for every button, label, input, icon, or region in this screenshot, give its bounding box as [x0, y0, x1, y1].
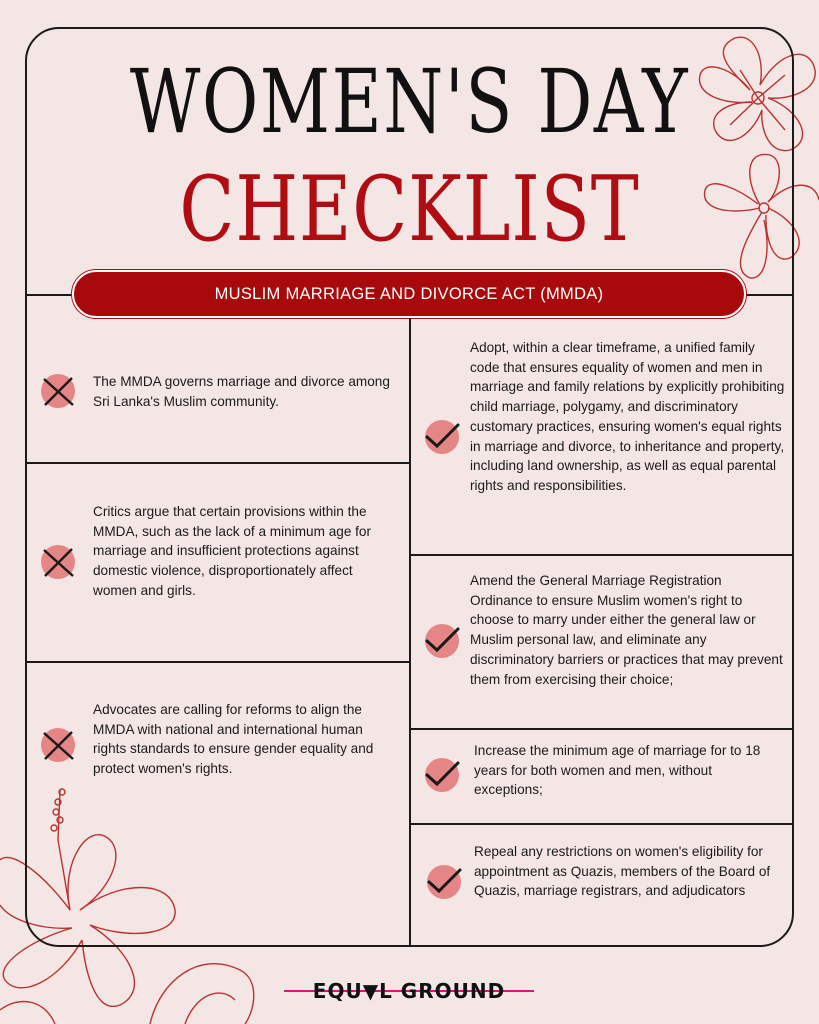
title-line-2: CHECKLIST [179, 157, 640, 262]
check-mark-icon [424, 623, 460, 659]
list-item-text: Advocates are calling for reforms to align the MMDA with national and international human rights standards to ensure gender equality and protect women's rights. [93, 702, 374, 777]
list-item-text: Repeal any restrictions on women's eligibility for appointment as Quazis, members of the Board of Quazis, marriage registrars, and adjudicators [474, 844, 771, 899]
left-row-divider [25, 661, 410, 663]
list-item-text: Amend the General Marriage Registration Ordinance to ensure Muslim women's right to choose to marry under either the general law or Muslim personal law, and eliminate any discriminatory barriers or practices that may prevent them from exercising their choice; [470, 573, 783, 687]
right-row-divider [410, 728, 794, 730]
right-row-divider [410, 554, 794, 556]
list-item-text: Increase the minimum age of marriage for to 18 years for both women and men, without exceptions; [474, 743, 761, 798]
section-banner: MUSLIM MARRIAGE AND DIVORCE ACT (MMDA) [72, 270, 746, 318]
x-mark-icon [40, 373, 76, 409]
logo-text: EQU▼L GROUND [312, 979, 506, 1003]
list-item-text: Critics argue that certain provisions within the MMDA, such as the lack of a minimum age for marriage and insufficient protections against domestic violence, disproportionately affect women and girls. [93, 504, 372, 598]
equal-ground-logo [284, 976, 534, 1006]
right-row-divider [410, 823, 794, 825]
list-item-text: Adopt, within a clear timeframe, a unified family code that ensures equality of women and men in marriage and family relations by explicitly prohibiting child marriage, polygamy, and discriminatory customary practices, ensuring women's equal rights in marriage and divorce, to inheritance and property, including land ownership, as well as equal parental rights and responsibilities. [470, 340, 785, 493]
x-mark-icon [40, 727, 76, 763]
x-mark-icon [40, 544, 76, 580]
title-line-1: WOMEN'S DAY [129, 50, 690, 153]
check-mark-icon [426, 864, 462, 900]
check-mark-icon [424, 757, 460, 793]
list-item-text: The MMDA governs marriage and divorce among Sri Lanka's Muslim community. [93, 374, 390, 409]
check-mark-icon [424, 419, 460, 455]
left-row-divider [25, 462, 410, 464]
column-divider [409, 318, 411, 947]
